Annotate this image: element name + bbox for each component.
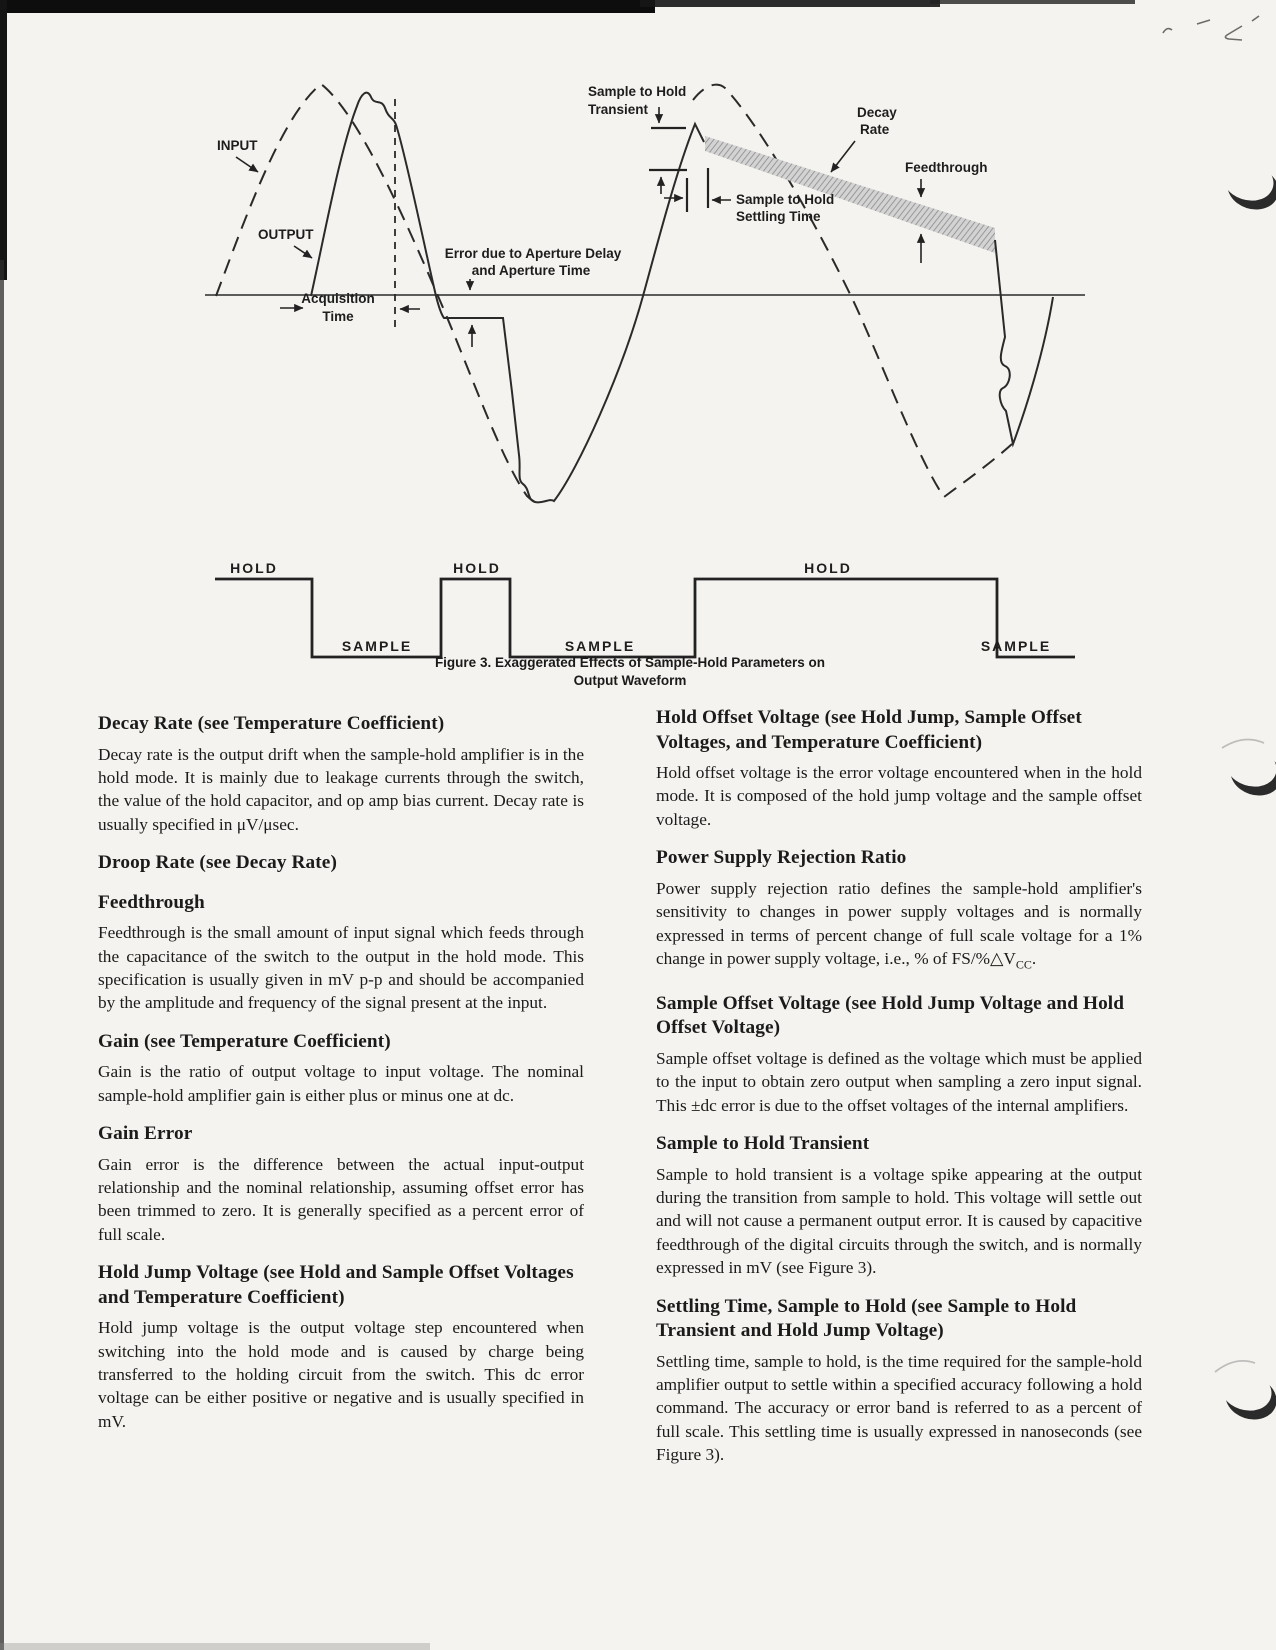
para-psrr: Power supply rejection ratio defines the sample-hold amplifier's sensitivity to changes in power supply voltages and is normally expressed in terms of percent change of full scale voltage for a 1% change in power supply voltage, i.e., % of $FS/\%\triangle V_{CC}$. [656, 878, 1142, 972]
acquisition-label-2: Time [322, 309, 354, 324]
para-feedthrough: Feedthrough is the small amount of input signal which feeds through the capacitance of the switch to the output in the hold mode. This specification is usually given in mV p-p and should be accompanied by the amplitude and frequency of the signal present at the input. [98, 923, 584, 1013]
feedthrough-label: Feedthrough [905, 160, 988, 175]
heading-psrr: Power Supply Rejection Ratio [656, 847, 907, 869]
heading-sample-offset-voltage: Sample Offset Voltage (see Hold Jump Voltage and Hold Offset Voltage) [656, 992, 1125, 1039]
output-arrow [294, 246, 312, 258]
heading-droop-rate: Droop Rate (see Decay Rate) [98, 852, 337, 874]
decay-rate-label-2: Rate [860, 122, 890, 137]
heading-gain: Gain (see Temperature Coefficient) [98, 1030, 391, 1052]
para-hold-jump-voltage: Hold jump voltage is the output voltage step encountered when switching into the hold mode and is caused by charge being transferred to the holding circuit from the switch. This dc error voltage can be either positive or negative and is usually specified in mV. [98, 1318, 584, 1431]
heading-decay-rate: Decay Rate (see Temperature Coefficient) [98, 713, 445, 734]
timing-sample-label-3: SAMPLE [980, 638, 1052, 654]
timing-sample-label-1: SAMPLE [341, 638, 413, 654]
para-sample-offset-voltage: Sample offset voltage is defined as the voltage which must be applied to the input to obtain zero output when sampling a zero input signal. This ±dc error is due to the offset voltages of the internal amplifiers. [656, 1048, 1142, 1115]
input-curve-cycle2 [693, 85, 1012, 497]
timing-hold-label-1: HOLD [230, 560, 278, 576]
punch-hole-shadow-2 [1220, 739, 1276, 802]
para-gain: Gain is the ratio of output voltage to input voltage. The nominal sample-hold amplifier gain is either plus or minus one at dc. [98, 1062, 584, 1105]
output-curve-cycle2 [995, 240, 1053, 444]
decay-rate-arrow [831, 141, 855, 172]
aperture-error-label-2: and Aperture Time [471, 263, 591, 278]
vcc-subscript: CC [1015, 957, 1032, 972]
acquisition-label-1: Acquisition [301, 291, 375, 306]
para-decay-rate: Decay rate is the output drift when the sample-hold amplifier is in the hold mode. It is mainly due to leakage currents through the switch, the value of the hold capacitor, and op amp bias current. Decay rate is usually specified in μV/μsec. [98, 744, 584, 834]
heading-hold-jump-voltage: Hold Jump Voltage (see Hold and Sample Offset Voltages and Temperature Coefficient) [98, 1262, 574, 1308]
decay-rate-label-1: Decay [857, 105, 897, 120]
heading-feedthrough: Feedthrough [98, 891, 205, 913]
heading-gain-error: Gain Error [98, 1123, 193, 1145]
sth-transient-label-1: Sample to Hold [588, 84, 687, 99]
input-arrow [236, 157, 258, 172]
para-hold-offset-voltage: Hold offset voltage is the error voltage encountered when in the hold mode. It is composed of the hold jump voltage and the sample offset voltage. [656, 763, 1142, 829]
timing-hold-label-3: HOLD [804, 560, 852, 576]
figure-caption-line1: Figure 3. Exaggerated Effects of Sample-Hold Parameters on [434, 655, 826, 670]
heading-sample-to-hold-transient: Sample to Hold Transient [656, 1133, 870, 1155]
settling-label-2: Settling Time [736, 209, 821, 224]
para-sample-to-hold-transient: Sample to hold transient is a voltage spike appearing at the output during the transition from sample to hold. This voltage will settle out and will not cause a permanent output error. It is caused by capacitive feedthrough of the digital circuits through the switch, and is normally expressed in mV (see Figure 3). [656, 1164, 1142, 1278]
heading-hold-offset-voltage: Hold Offset Voltage (see Hold Jump, Sample Offset Voltages, and Temperature Coefficient) [656, 707, 1082, 753]
para-settling-time: Settling time, sample to hold, is the time required for the sample-hold amplifier output to settle within a specified accuracy following a hold command. The accuracy or error band is referred to as a percent of full scale. This settling time is usually expressed in nanoseconds (see Figure 3). [656, 1351, 1142, 1465]
heading-settling-time: Settling Time, Sample to Hold (see Sample to Hold Transient and Hold Jump Voltage) [656, 1295, 1077, 1342]
figure-caption-line2: Output Waveform [573, 673, 687, 688]
left-column [98, 700, 584, 1433]
sth-transient-label-2: Transient [588, 102, 649, 117]
aperture-error-label-1: Error due to Aperture Delay [444, 246, 622, 261]
settling-label-1: Sample to Hold [736, 192, 835, 207]
punch-hole-shadow-3 [1215, 1361, 1276, 1426]
timing-hold-label-2: HOLD [453, 560, 501, 576]
right-column [656, 694, 1142, 1467]
output-label: OUTPUT [258, 227, 314, 242]
timing-sample-label-2: SAMPLE [564, 638, 636, 654]
figure3-diagram [0, 0, 1276, 700]
input-label: INPUT [217, 138, 258, 153]
para-gain-error: Gain error is the difference between the actual input-output relationship and the nominal relationship, assuming offset error has been trimmed to zero. It is generally specified as a percent error of full scale. [98, 1154, 584, 1244]
scan-edge-bottom [0, 1643, 430, 1650]
